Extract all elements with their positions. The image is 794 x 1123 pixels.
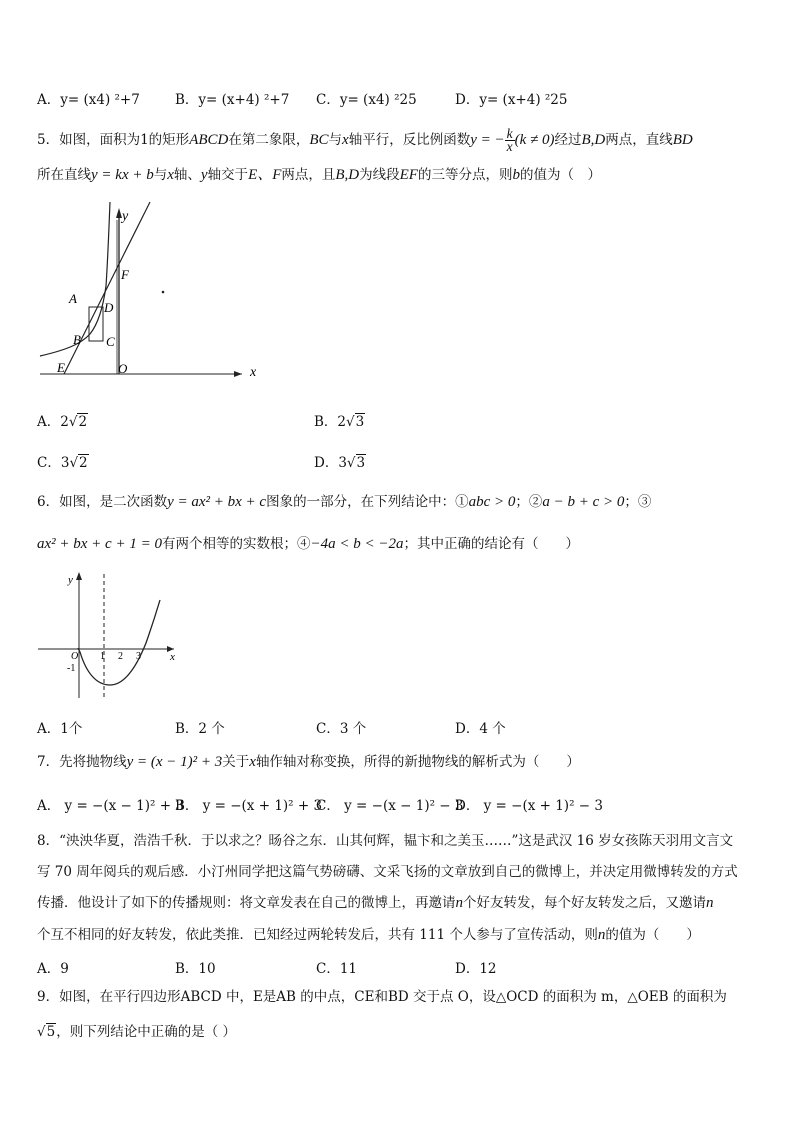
sqrt-icon: √ <box>346 455 356 471</box>
q4-option-c: C．y= (x4) ²25 <box>316 92 417 108</box>
q4-option-d: D．y= (x+4) ²25 <box>455 92 568 108</box>
q6-option-d: D．4 个 <box>455 721 506 737</box>
q5-label-a: A <box>69 291 77 306</box>
q9-stem-line2: √5，则下列结论中正确的是（ ） <box>37 1024 236 1040</box>
q6-option-c: C．3 个 <box>316 721 367 737</box>
q5-option-c: C．3√2 <box>37 455 88 471</box>
q5-label-x: x <box>250 365 257 380</box>
q9-stem-line1: 9．如图，在平行四边形ABCD 中，E是AB 的中点，CE和BD 交于点 O，设△OCD 的面积为 m，△OEB 的面积为 <box>37 989 727 1005</box>
q5-fraction: $\frac{k}{x}$ <box>506 126 513 154</box>
q7-option-d: D． y = −(x + 1)² − 3 <box>455 798 603 814</box>
q6-label-1: 1 <box>100 651 105 662</box>
q5-option-a: A．2√2 <box>37 414 88 430</box>
q6-label-2: 2 <box>118 651 123 662</box>
q6-stem-line2: ax² + bx + c + 1 = 0有两个相等的实数根；④−4a < b < −2a；其中正确的结论有（ ） <box>37 536 579 552</box>
q8-stem-line4: 个互不相同的好友转发，依此类推．已知经过两轮转发后，共有 111 个人参与了宣传活动，则n的值为（ ） <box>37 927 700 943</box>
q5-figure <box>36 196 276 386</box>
q8-option-b: B．10 <box>175 961 216 977</box>
q8-stem-line2: 写 70 周年阅兵的观后感．小汀州同学把这篇气势磅礴、文采飞扬的文章放到自己的微博上，并决定用微博转发的方式 <box>37 864 738 880</box>
q6-option-b: B．2 个 <box>175 721 225 737</box>
q4-option-b: B．y= (x+4) ²+7 <box>175 92 290 108</box>
sqrt-icon: √ <box>37 1024 46 1040</box>
q6-figure <box>34 568 184 704</box>
q5-label-e: E <box>57 360 65 375</box>
q6-option-a: A．1个 <box>37 721 83 737</box>
q7-option-c: C． y = −(x − 1)² − 3 <box>316 798 464 814</box>
sqrt-icon: √ <box>69 455 79 471</box>
q5-label-b: B <box>73 332 81 347</box>
q6-label-y: y <box>68 574 73 586</box>
q5-label-c: C <box>106 334 115 349</box>
q5-stem-line2: 所在直线y = kx + b与x轴、y轴交于E、F两点，且B,D为线段EF的三等分点，则b的值为（ ） <box>37 167 601 183</box>
q6-label-x: x <box>170 651 175 663</box>
q5-stray-dot <box>162 291 165 294</box>
q4-option-a: A．y= (x4) ²+7 <box>37 92 140 108</box>
q6-parabola <box>80 600 160 685</box>
q7-stem: 7．先将抛物线y = (x − 1)² + 3关于x轴作轴对称变换，所得的新抛物线的解析式为（ ） <box>37 754 580 770</box>
q5-x-axis-arrow <box>234 371 242 377</box>
q7-option-b: B． y = −(x + 1)² + 3 <box>175 798 323 814</box>
q6-label-o: O <box>71 651 79 662</box>
q5-stem-line1: 5．如图，面积为1的矩形ABCD在第二象限，BC与x轴平行，反比例函数y = − $\frac{k}{x}$ (k ≠ 0)经过B,D两点，直线BD <box>37 126 693 154</box>
q8-option-d: D．12 <box>455 961 497 977</box>
q7-option-a: A． y = −(x − 1)² + 3 <box>37 798 184 814</box>
q8-stem-line1: 8．“泱泱华夏，浩浩千秋．于以求之？旸谷之东．山其何辉，韫卞和之美玉……”这是武汉 16 岁女孩陈天羽用文言文 <box>37 833 734 849</box>
q5-label-d: D <box>104 300 114 315</box>
q5-option-b: B．2√3 <box>314 414 365 430</box>
q6-label-3: 3 <box>136 651 141 662</box>
q6-label-neg1: -1 <box>67 663 76 674</box>
q8-option-c: C．11 <box>316 961 358 977</box>
q5-option-d: D．3√3 <box>314 455 366 471</box>
q6-stem-line1: 6．如图，是二次函数y = ax² + bx + c图象的一部分，在下列结论中：①abc > 0；②a − b + c > 0；③ <box>37 494 652 510</box>
q5-label-o: O <box>118 361 128 376</box>
q5-label-y: y <box>122 209 129 224</box>
q8-option-a: A．9 <box>37 961 69 977</box>
q8-stem-line3: 传播．他设计了如下的传播规则：将文章发表在自己的微博上，再邀请n个好友转发，每个好友转发之后，又邀请n <box>37 895 714 911</box>
sqrt-icon: √ <box>346 414 355 430</box>
sqrt-icon: √ <box>68 414 78 430</box>
q5-label-f: F <box>121 267 129 282</box>
